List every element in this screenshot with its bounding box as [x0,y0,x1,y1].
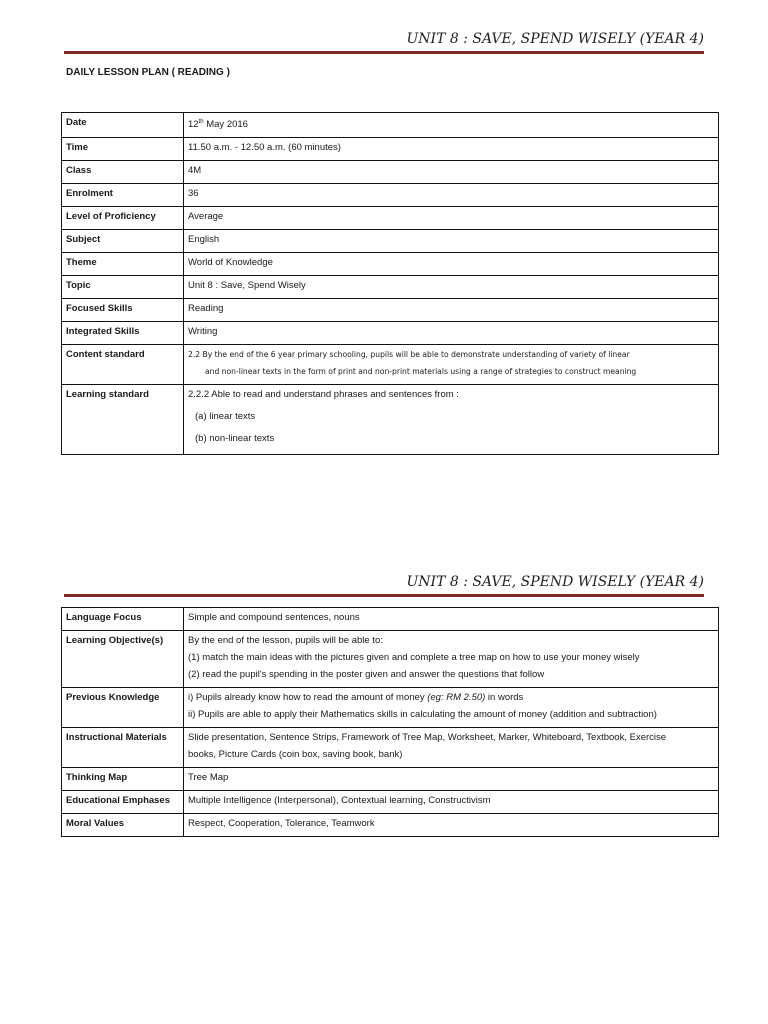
row-label: Learning Objective(s) [62,631,184,688]
row-label: Theme [62,253,184,276]
knowledge-line: ii) Pupils are able to apply their Mathematics skills in calculating the amount of money (addition and subtraction) [188,709,657,720]
row-label: Subject [62,230,184,253]
row-value: Respect, Cooperation, Tolerance, Teamwork [184,814,719,837]
knowledge-line: i) Pupils already know how to read the amount of money (eg: RM 2.50) in words [188,692,524,703]
row-value: Simple and compound sentences, nouns [184,608,719,631]
row-value: English [184,230,719,253]
table-row [62,728,719,768]
page-header-title: UNIT 8 : SAVE, SPEND WISELY (YEAR 4) [406,31,704,47]
row-label: Level of Proficiency [62,207,184,230]
objective-line: (2) read the pupil's spending in the poster given and answer the questions that follow [188,669,545,680]
row-value: World of Knowledge [184,253,719,276]
content-standard-line: 2.2 By the end of the 6 year primary schooling, pupils will be able to demonstrate understanding of variety of linear [188,350,630,360]
table-row [62,184,719,207]
learning-objectives-value [184,631,719,688]
lesson-details-table [61,112,719,455]
row-label: Thinking Map [62,768,184,791]
previous-knowledge-value [184,688,719,728]
table-row [62,385,719,455]
table-row [62,791,719,814]
table-row [62,161,719,184]
learning-standard-line: 2.2.2 Able to read and understand phrases and sentences from : [188,389,459,401]
row-label: Time [62,138,184,161]
row-label: Enrolment [62,184,184,207]
row-value: Average [184,207,719,230]
table-row [62,276,719,299]
table-row [62,207,719,230]
table-row [62,299,719,322]
objective-line: (1) match the main ideas with the pictures given and complete a tree map on how to use your money wisely [188,652,640,663]
row-label: Learning standard [62,385,184,455]
learning-standard-item: (b) non-linear texts [195,433,275,445]
row-label: Previous Knowledge [62,688,184,728]
row-value: Writing [184,322,719,345]
row-label: Moral Values [62,814,184,837]
table-row [62,230,719,253]
materials-line: books, Picture Cards (coin box, saving book, bank) [188,749,403,760]
table-row [62,113,719,138]
row-value: 11.50 a.m. - 12.50 a.m. (60 minutes) [184,138,719,161]
table-row [62,631,719,688]
table-row [62,814,719,837]
objective-line: By the end of the lesson, pupils will be able to: [188,635,383,646]
page-header-title: UNIT 8 : SAVE, SPEND WISELY (YEAR 4) [406,574,704,590]
lesson-components-table [61,607,719,837]
row-value: 36 [184,184,719,207]
row-label: Topic [62,276,184,299]
row-label: Language Focus [62,608,184,631]
row-value: Reading [184,299,719,322]
table-row [62,768,719,791]
materials-line: Slide presentation, Sentence Strips, Framework of Tree Map, Worksheet, Marker, Whiteboard, Textbook, Exercise [188,732,667,743]
instructional-materials-value [184,728,719,768]
content-standard-value [184,345,719,385]
learning-standard-item: (a) linear texts [195,411,256,423]
content-standard-line: and non-linear texts in the form of print and non-print materials using a range of strategies to construct meaning [205,367,637,377]
document-title: DAILY LESSON PLAN ( READING ) [66,67,230,78]
row-value: Unit 8 : Save, Spend Wisely [184,276,719,299]
learning-standard-value [184,385,719,455]
table-row [62,688,719,728]
row-label: Content standard [62,345,184,385]
row-label: Instructional Materials [62,728,184,768]
row-label: Focused Skills [62,299,184,322]
table-row [62,253,719,276]
row-value: 4M [184,161,719,184]
table-row [62,608,719,631]
table-row [62,322,719,345]
row-label: Integrated Skills [62,322,184,345]
table-row [62,345,719,385]
row-label: Class [62,161,184,184]
table-row [62,138,719,161]
header-rule [64,594,704,597]
header-rule [64,51,704,54]
row-value: Tree Map [184,768,719,791]
date-value: 12th May 2016 [184,113,719,138]
row-label: Date [62,113,184,138]
row-label: Educational Emphases [62,791,184,814]
row-value: Multiple Intelligence (Interpersonal), Contextual learning, Constructivism [184,791,719,814]
